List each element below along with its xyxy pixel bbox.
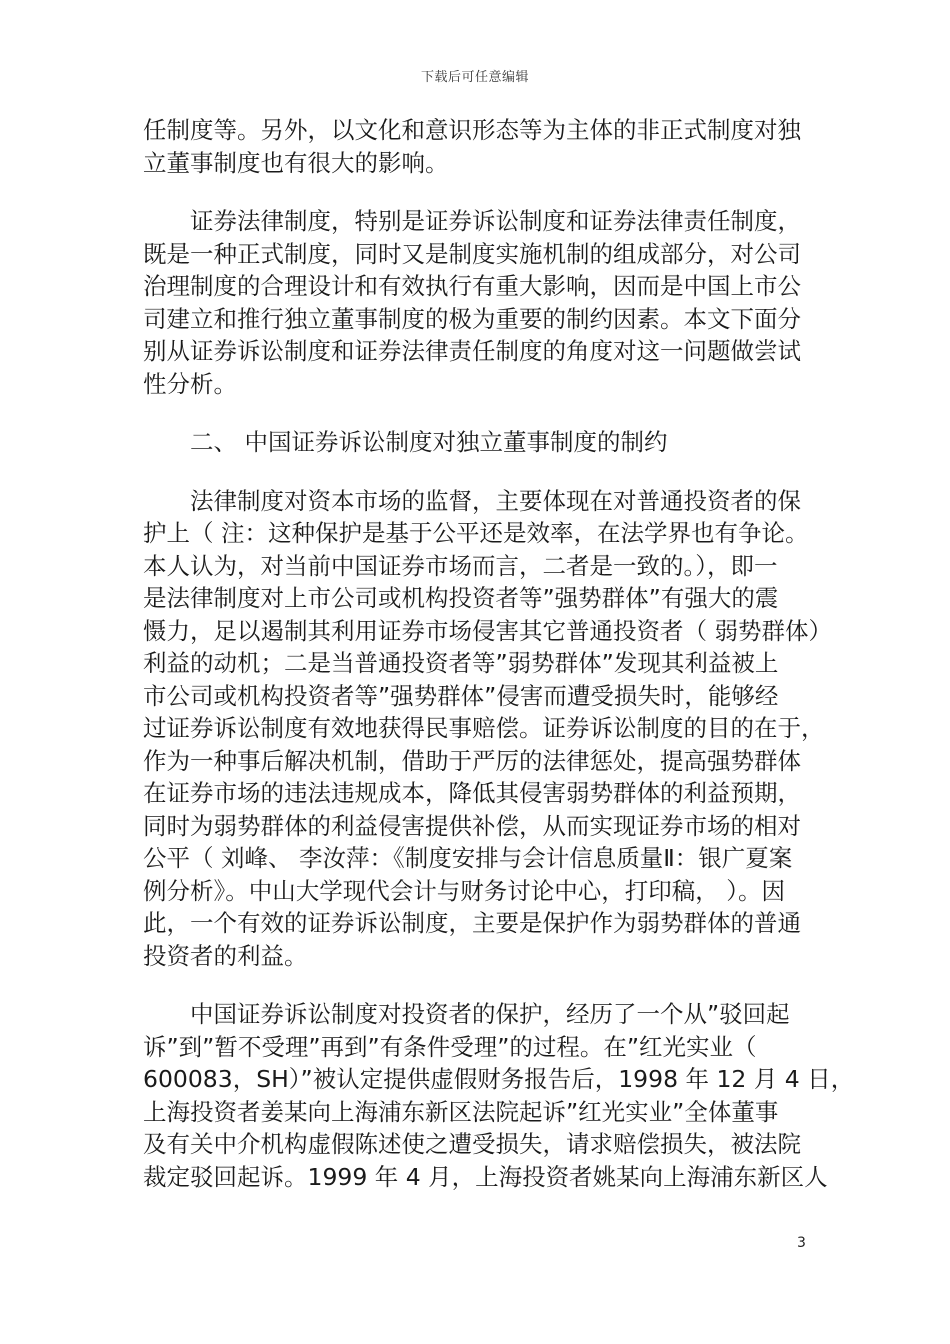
text-line: 裁定驳回起诉。1999 年 4 月，上海投资者姚某向上海浦东新区人	[143, 1162, 828, 1191]
page-number: 3	[797, 1235, 806, 1251]
text-line: 公平（ 刘峰、 李汝萍：《制度安排与会计信息质量Ⅱ：银广夏案	[143, 844, 793, 872]
paragraph	[143, 485, 832, 973]
paragraph	[143, 205, 803, 400]
text-line: 过证券诉讼制度有效地获得民事赔偿。证券诉讼制度的目的在于，	[143, 714, 825, 742]
page-header: 下载后可任意编辑	[420, 70, 529, 85]
document-body	[143, 114, 855, 1219]
text-line: 任制度等。另外，以文化和意识形态等为主体的非正式制度对独	[143, 116, 801, 144]
text-line: 治理制度的合理设计和有效执行有重大影响，因而是中国上市公	[143, 272, 801, 300]
text-line: 是法律制度对上市公司或机构投资者等”强势群体”有强大的震	[143, 584, 779, 612]
text-line: 既是一种正式制度，同时又是制度实施机制的组成部分，对公司	[143, 239, 801, 268]
text-line: 本人认为，对当前中国证券市场而言，二者是一致的。），即一	[143, 551, 778, 580]
paragraph	[143, 114, 803, 179]
text-line: 中国证券诉讼制度对投资者的保护，经历了一个从”驳回起	[190, 1000, 790, 1028]
text-line: 立董事制度也有很大的影响。	[143, 148, 449, 177]
text-line: 性分析。	[143, 369, 237, 398]
text-line: 市公司或机构投资者等”强势群体”侵害而遭受损失时，能够经	[143, 681, 779, 710]
text-line: 利益的动机；二是当普通投资者等”弱势群体”发现其利益被上	[143, 649, 779, 677]
text-line: 600083，SH）”被认定提供虚假财务报告后，1998 年 12 月 4 日，	[143, 1065, 855, 1093]
text-line: 例分析》。中山大学现代会计与财务讨论中心，打印稿， ）。因	[143, 876, 785, 905]
text-line: 司建立和推行独立董事制度的极为重要的制约因素。本文下面分	[143, 304, 801, 333]
section-heading	[143, 426, 803, 459]
text-line: 证券法律制度，特别是证券诉讼制度和证券法律责任制度，	[190, 207, 801, 235]
text-line: 二、 中国证券诉讼制度对独立董事制度的制约	[190, 428, 668, 456]
text-line: 诉”到”暂不受理”再到”有条件受理”的过程。在”红光实业（	[143, 1032, 757, 1061]
text-line: 上海投资者姜某向上海浦东新区法院起诉”红光实业”全体董事	[143, 1097, 779, 1126]
text-line: 法律制度对资本市场的监督，主要体现在对普通投资者的保	[190, 486, 801, 515]
paragraph	[143, 998, 855, 1193]
text-line: 护上（ 注：这种保护是基于公平还是效率，在法学界也有争论。	[143, 519, 809, 547]
text-line: 作为一种事后解决机制，借助于严厉的法律惩处，提高强势群体	[143, 746, 801, 775]
text-line: 在证券市场的违法违规成本，降低其侵害弱势群体的利益预期，	[143, 779, 801, 807]
text-line: 别从证券诉讼制度和证券法律责任制度的角度对这一问题做尝试	[143, 337, 801, 365]
text-line: 及有关中介机构虚假陈述使之遭受损失，请求赔偿损失，被法院	[143, 1130, 801, 1158]
text-line: 此，一个有效的证券诉讼制度，主要是保护作为弱势群体的普通	[143, 909, 801, 937]
text-line: 投资者的利益。	[143, 941, 308, 970]
text-line: 同时为弱势群体的利益侵害提供补偿，从而实现证券市场的相对	[143, 811, 801, 840]
text-line: 慑力，足以遏制其利用证券市场侵害其它普通投资者（ 弱势群体）	[143, 616, 832, 645]
